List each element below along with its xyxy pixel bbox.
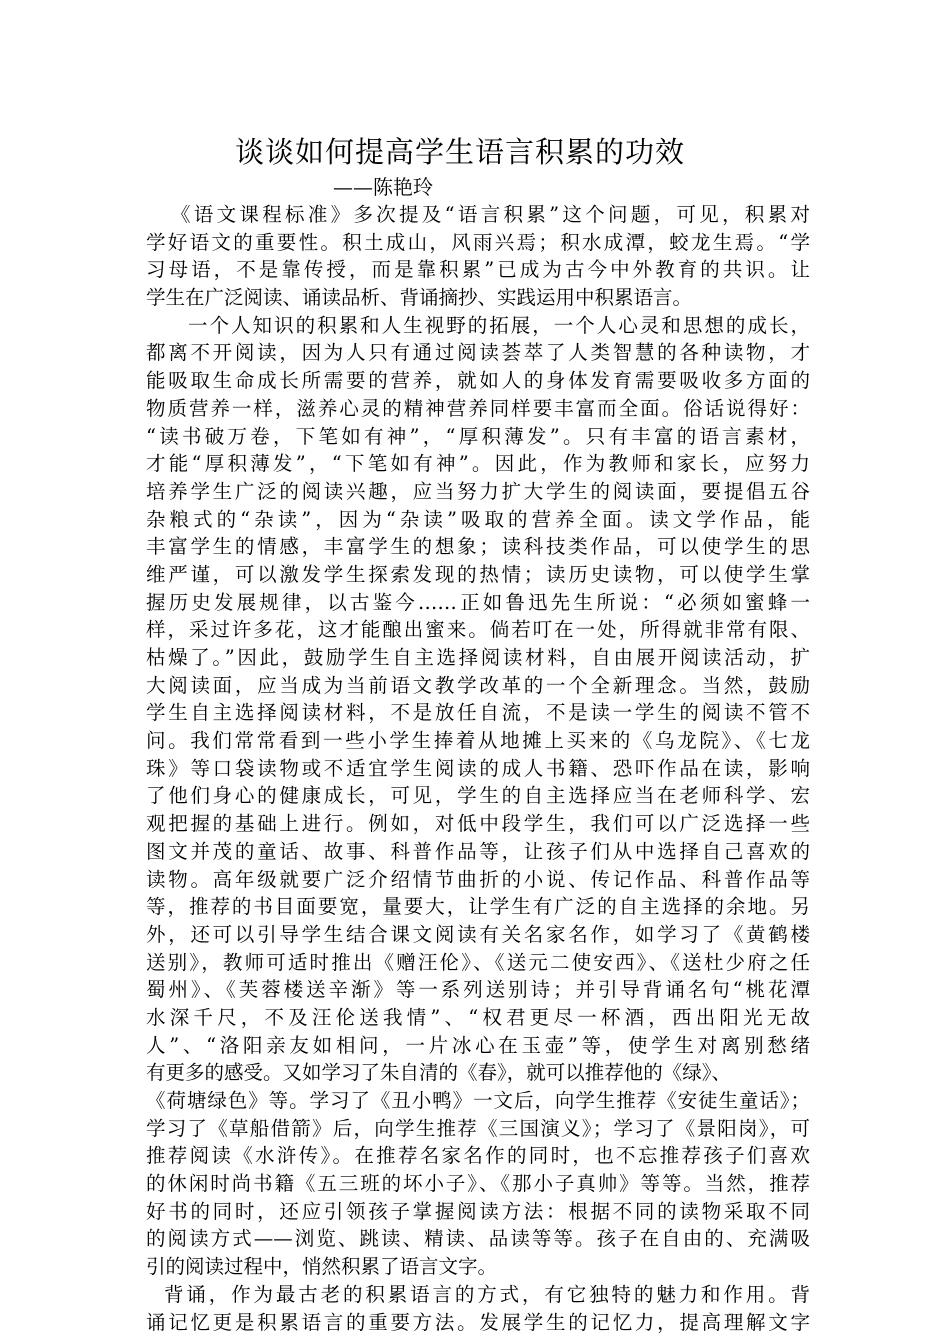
text-line: 枯燥了。”因此，鼓励学生自主选择阅读材料，自由展开阅读活动，扩 (146, 646, 810, 669)
text-line: 《荷塘绿色》等。学习了《丑小鸭》一文后，向学生推荐《安徒生童话》； (146, 1089, 810, 1112)
text-line: 才能“厚积薄发”，“下笔如有神”。因此，作为教师和家长，应努力 (146, 452, 810, 476)
text-line: 好书的同时，还应引领孩子掌握阅读方法：根据不同的读物采取不同 (146, 1199, 810, 1223)
text-line: 的休闲时尚书籍《五三班的坏小子》、《那小子真帅》等等。当然，推荐 (146, 1172, 810, 1196)
text-line: 水深千尺，不及汪伦送我情”、“权君更尽一杯酒，西出阳光无故 (146, 1005, 810, 1029)
text-line: 有更多的感受。又如学习了朱自清的《春》，就可以推荐他的《绿》、 (146, 1061, 732, 1085)
text-line: 诵记忆更是积累语言的重要方法。发展学生的记忆力，提高理解文字 (146, 1310, 810, 1334)
text-line: 学生在广泛阅读、诵读品析、背诵摘抄、实践运用中积累语言。 (146, 286, 693, 310)
text-line: 读物。高年级就要广泛介绍情节曲折的小说、传记作品、科普作品等 (146, 867, 810, 891)
text-line: 习母语，不是靠传授，而是靠积累”已成为古今中外教育的共识。让 (146, 258, 810, 282)
text-line: 培养学生广泛的阅读兴趣，应当努力扩大学生的阅读面，要提倡五谷 (146, 479, 810, 503)
text-line: 杂粮式的“杂读”，因为“杂读”吸取的营养全面。读文学作品，能 (146, 507, 810, 531)
text-line: 蜀州》、《芙蓉楼送辛渐》等一系列送别诗；并引导背诵名句“桃花潭 (146, 978, 810, 1002)
document-body (146, 201, 810, 1336)
text-line: 学好语文的重要性。积土成山，风雨兴焉；积水成潭，蛟龙生焉。“学 (146, 230, 810, 254)
text-line: 等，推荐的书目面要宽，量要大，让学生有广泛的自主选择的余地。另 (146, 895, 810, 919)
text-line: 引的阅读过程中，悄然积累了语言文字。 (146, 1255, 498, 1279)
text-line: 观把握的基础上进行。例如，对低中段学生，我们可以广泛选择一些 (146, 812, 810, 836)
text-line: 背诵，作为最古老的积累语言的方式，有它独特的魅力和作用。背 (164, 1282, 810, 1306)
author-line: ——陈艳玲 (333, 175, 433, 199)
text-line: 了他们身心的健康成长，可见，学生的自主选择应当在老师科学、宏 (146, 784, 810, 808)
text-line: 物质营养一样，滋养心灵的精神营养同样要丰富而全面。俗话说得好： (146, 396, 810, 420)
text-line: 外，还可以引导学生结合课文阅读有关名家名作，如学习了《黄鹤楼 (146, 922, 810, 946)
text-line: 图文并茂的童话、故事、科普作品等，让孩子们从中选择自己喜欢的 (146, 839, 810, 863)
text-line: 能吸取生命成长所需要的营养，就如人的身体发育需要吸收多方面的 (146, 369, 810, 393)
text-line: 推荐阅读《水浒传》。在推荐名家名作的同时，也不忘推荐孩子们喜欢 (146, 1144, 810, 1168)
text-line: 学习了《草船借箭》后，向学生推荐《三国演义》；学习了《景阳岗》，可 (146, 1116, 810, 1140)
text-line: 珠》等口袋读物或不适宜学生阅读的成人书籍、恐吓作品在读，影响 (146, 756, 810, 780)
document-title: 谈谈如何提高学生语言积累的功效 (234, 135, 685, 169)
text-line: 丰富学生的情感，丰富学生的想象；读科技类作品，可以使学生的思 (146, 535, 810, 559)
text-line: 大阅读面，应当成为当前语文教学改革的一个全新理念。当然，鼓励 (146, 673, 810, 697)
text-line: 问。我们常常看到一些小学生捧着从地摊上买来的《乌龙院》、《七龙 (146, 729, 810, 753)
text-line: 样，采过许多花，这才能酿出蜜来。倘若叮在一处，所得就非常有限、 (146, 618, 810, 642)
text-line: 学生自主选择阅读材料，不是放任自流，不是读一学生的阅读不管不 (146, 701, 810, 725)
text-line: 一个人知识的积累和人生视野的拓展，一个人心灵和思想的成长， (188, 313, 810, 337)
text-line: 都离不开阅读，因为人只有通过阅读荟萃了人类智慧的各种读物，才 (146, 341, 810, 365)
text-line: 送别》，教师可适时推出《赠汪伦》、《送元二使安西》、《送杜少府之任 (146, 950, 810, 974)
text-line: “读书破万卷，下笔如有神”，“厚积薄发”。只有丰富的语言素材， (146, 424, 810, 448)
text-line: 握历史发展规律，以古鉴今……正如鲁迅先生所说：“必须如蜜蜂一 (146, 590, 810, 614)
text-line: 人”、“洛阳亲友如相问，一片冰心在玉壶”等，使学生对离别愁绪 (146, 1033, 810, 1057)
text-line: 维严谨，可以激发学生探索发现的热情；读历史读物，可以使学生掌 (146, 562, 810, 586)
text-line: 的阅读方式——浏览、跳读、精读、品读等等。孩子在自由的、充满吸 (146, 1227, 810, 1251)
text-line: 《语文课程标准》多次提及“语言积累”这个问题，可见，积累对 (171, 203, 810, 226)
